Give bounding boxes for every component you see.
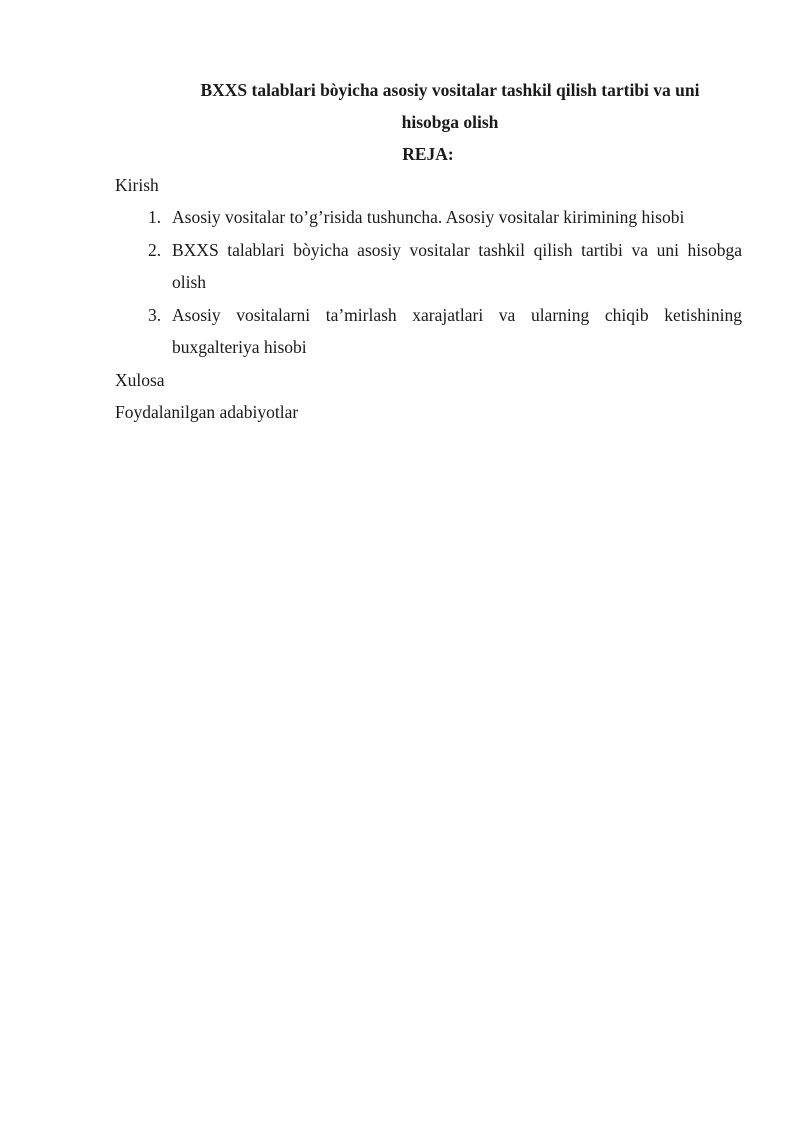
intro-label: Kirish <box>115 175 159 195</box>
plan-item-2 <box>148 234 742 299</box>
plan-item-text-line2: olish <box>172 272 207 292</box>
plan-item-number: 2. <box>148 239 162 260</box>
plan-item-text: Asosiy vositalar to’g’risida tushuncha. Asosiy vositalar kirimining hisobi <box>172 207 685 227</box>
plan-heading: REJA: <box>402 144 454 164</box>
conclusion-label: Xulosa <box>115 370 165 390</box>
plan-item-number: 1. <box>148 207 162 227</box>
document-title: BXXS talablari bòyicha asosiy vositalar tashkil qilish tartibi va uni hisobga olish <box>200 80 700 132</box>
plan-item-text-line1: BXXS talablari bòyicha asosiy vositalar tashkil qilish tartibi va uni hisobga <box>172 239 742 260</box>
plan-item-1 <box>148 201 742 234</box>
plan-item-3 <box>148 299 742 364</box>
plan-item-text-line2: buxgalteriya hisobi <box>172 337 307 357</box>
plan-item-number: 3. <box>148 304 162 325</box>
references-label: Foydalanilgan adabiyotlar <box>115 402 299 422</box>
plan-list <box>148 201 742 364</box>
plan-item-text-line1: Asosiy vositalarni ta’mirlash xarajatlari va ularning chiqib ketishining <box>172 304 742 325</box>
